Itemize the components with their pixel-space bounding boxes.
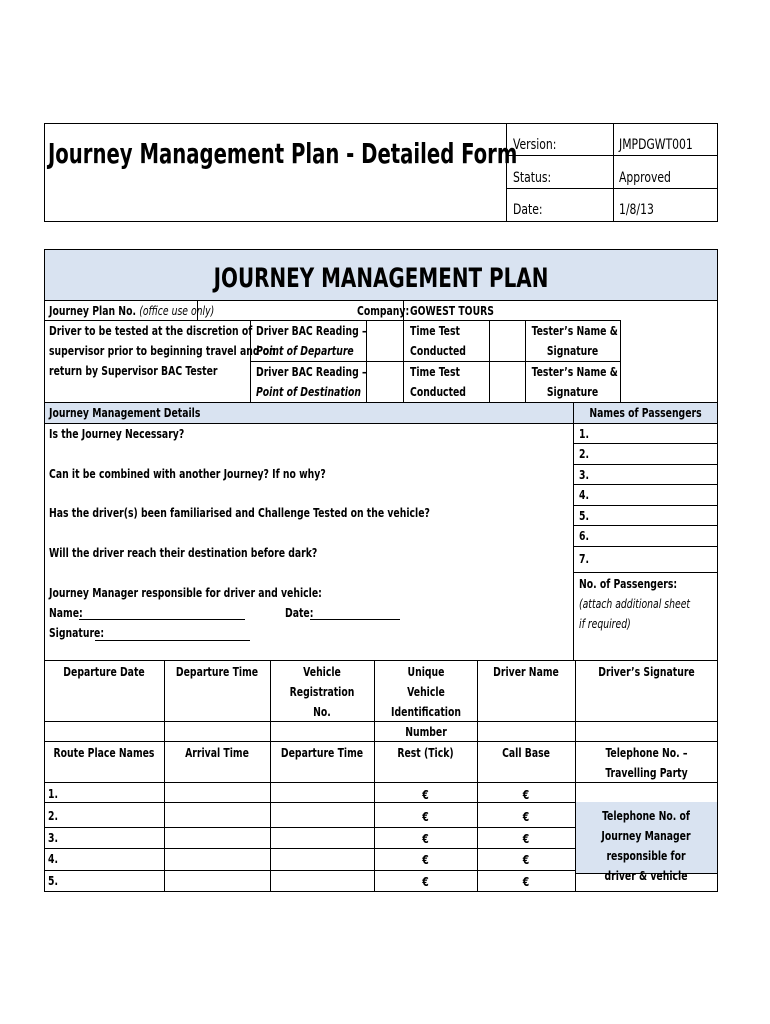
col-vehicle-registration: Vehicle Registration No.: [289, 665, 355, 719]
manager-date-label: Date:: [285, 606, 314, 620]
passenger-item[interactable]: 1.: [579, 427, 589, 441]
passenger-item[interactable]: 4.: [579, 488, 589, 502]
passengers-header: Names of Passengers: [589, 406, 702, 420]
question-combined: Can it be combined with another Journey? If no why?: [49, 467, 326, 481]
rest-tick-box[interactable]: €: [422, 875, 429, 889]
manager-date-field[interactable]: [310, 606, 400, 620]
vehicle-registration-field[interactable]: [271, 722, 373, 740]
rest-tick-box[interactable]: €: [422, 853, 429, 867]
driver-test-line-2: supervisor prior to beginning travel and on: [49, 344, 276, 358]
plan-no-label: Journey Plan No. (office use only): [49, 304, 215, 318]
col-arrival-time: Arrival Time: [185, 746, 249, 760]
passenger-item[interactable]: 5.: [579, 509, 589, 523]
bac-departure-sub: Point of Departure: [256, 344, 354, 358]
rest-tick-box[interactable]: €: [422, 810, 429, 824]
passenger-count-note-1: (attach additional sheet: [579, 597, 691, 611]
col-vehicle-identification: Unique Vehicle Identification Number: [391, 665, 461, 739]
question-necessary: Is the Journey Necessary?: [49, 427, 185, 441]
tester-signature-label-2: Signature: [546, 385, 599, 399]
bac-departure-field[interactable]: [367, 321, 402, 361]
bac-destination-label: Driver BAC Reading –: [256, 365, 367, 379]
rest-tick-box[interactable]: €: [422, 788, 429, 802]
passenger-item[interactable]: 6.: [579, 529, 589, 543]
manager-signature-field[interactable]: [95, 627, 250, 641]
bac-destination-field[interactable]: [367, 362, 402, 402]
vehicle-identification-field[interactable]: [375, 722, 476, 740]
manager-label: Journey Manager responsible for driver and vehicle:: [49, 586, 322, 600]
col-rest-tick: Rest (Tick): [397, 746, 454, 760]
company-value: GOWEST TOURS: [410, 304, 494, 318]
details-section-label: Journey Management Details: [49, 406, 201, 420]
bac-departure-label: Driver BAC Reading –: [256, 324, 367, 338]
call-base-tick-box[interactable]: €: [522, 810, 530, 824]
col-call-base: Call Base: [502, 746, 550, 760]
route-row-number: 1.: [48, 787, 58, 801]
col-telephone-travelling-party: Telephone No. – Travelling Party: [605, 746, 688, 780]
departure-time-field[interactable]: [165, 722, 269, 740]
tester-signature-label-1: Signature: [546, 344, 599, 358]
tester-name-label-2: Tester’s Name &: [531, 365, 618, 379]
time-test-field-1[interactable]: [490, 321, 524, 361]
col-departure-time: Departure Time: [175, 665, 259, 679]
call-base-tick-box[interactable]: €: [522, 788, 530, 802]
version-label: Version:: [513, 137, 557, 153]
col-route-departure-time: Departure Time: [280, 746, 364, 760]
time-test-label-1: Time Test: [410, 324, 460, 338]
rest-tick-box[interactable]: €: [422, 832, 429, 846]
passenger-item[interactable]: 7.: [579, 552, 589, 566]
question-before-dark: Will the driver reach their destination before dark?: [49, 546, 318, 560]
tester-signature-field[interactable]: [621, 321, 717, 402]
passenger-count-label: No. of Passengers:: [579, 577, 678, 591]
form-title: Journey Management Plan - Detailed Form: [48, 137, 518, 170]
col-driver-signature: Driver’s Signature: [598, 665, 695, 679]
manager-name-field[interactable]: [79, 606, 245, 620]
passenger-item[interactable]: 2.: [579, 447, 589, 461]
passenger-count-note-2: if required): [579, 617, 631, 631]
bac-destination-sub: Point of Destination: [256, 385, 361, 399]
conducted-label-2: Conducted: [410, 385, 466, 399]
passenger-item[interactable]: 3.: [579, 468, 589, 482]
manager-signature-label: Signature:: [49, 626, 105, 640]
time-test-field-2[interactable]: [490, 362, 524, 402]
question-familiarised: Has the driver(s) been familiarised and Challenge Tested on the vehicle?: [49, 506, 430, 520]
plan-heading: JOURNEY MANAGEMENT PLAN: [213, 263, 549, 294]
date-value: 1/8/13: [619, 202, 654, 218]
tester-name-label-1: Tester’s Name &: [531, 324, 618, 338]
status-value: Approved: [619, 170, 671, 186]
call-base-tick-box[interactable]: €: [522, 853, 530, 867]
manager-name-label: Name:: [49, 606, 83, 620]
driver-test-line-1: Driver to be tested at the discretion of: [49, 324, 253, 338]
route-row-number: 5.: [48, 874, 58, 888]
manager-phone-label: Telephone No. of Journey Manager responsible for driver & vehicle: [601, 809, 691, 883]
col-departure-date: Departure Date: [63, 665, 145, 679]
col-route-place-names: Route Place Names: [53, 746, 155, 760]
call-base-tick-box[interactable]: €: [522, 875, 530, 889]
status-label: Status:: [513, 170, 552, 186]
company-label: Company:: [357, 304, 410, 318]
conducted-label-1: Conducted: [410, 344, 466, 358]
time-test-label-2: Time Test: [410, 365, 460, 379]
date-label: Date:: [513, 202, 543, 218]
driver-signature-field[interactable]: [576, 722, 717, 740]
driver-test-line-3: return by Supervisor BAC Tester: [49, 364, 218, 378]
col-driver-name: Driver Name: [493, 665, 559, 679]
call-base-tick-box[interactable]: €: [522, 832, 530, 846]
route-row-number: 4.: [48, 852, 58, 866]
version-value: JMPDGWT001: [619, 137, 693, 153]
route-row-number: 3.: [48, 831, 58, 845]
route-row-number: 2.: [48, 809, 58, 823]
departure-date-field[interactable]: [45, 722, 163, 740]
driver-name-field[interactable]: [478, 722, 574, 740]
